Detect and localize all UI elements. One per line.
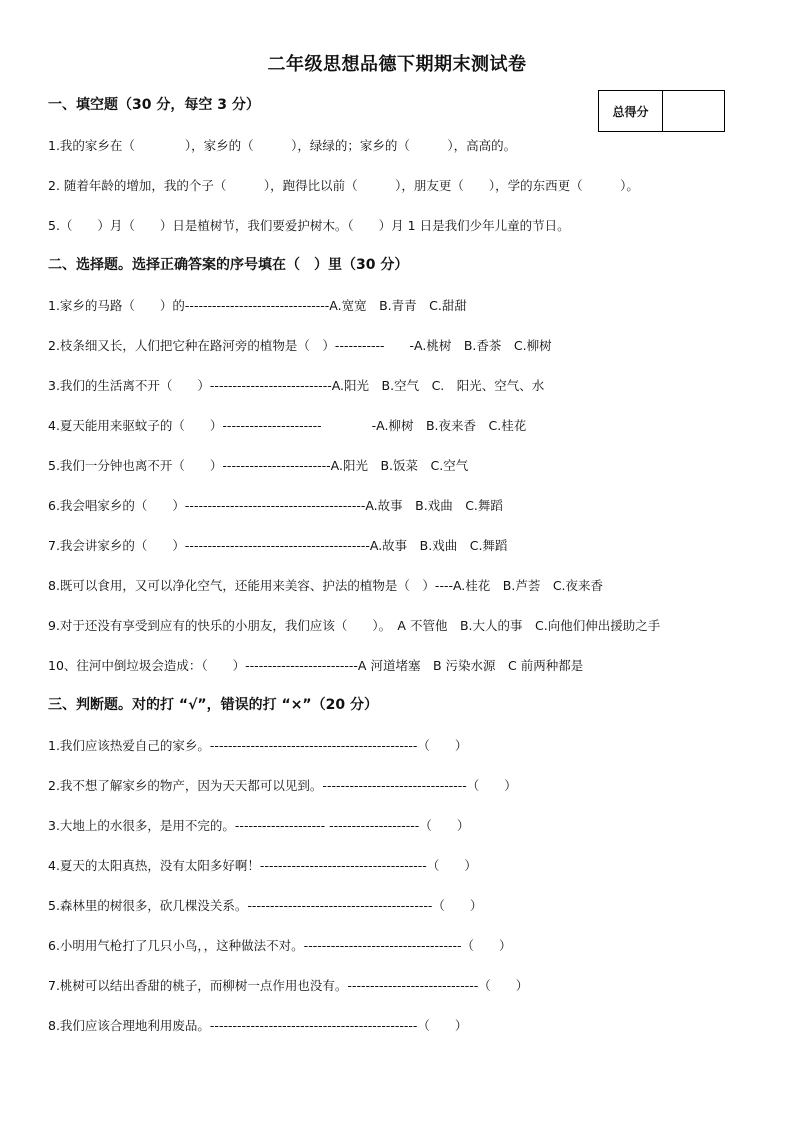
section3-question: 4.夏天的太阳真热，没有太阳多好啊！-------------------------------------（ ） <box>48 858 477 873</box>
total-score-box <box>598 90 725 132</box>
section2-question: 4.夏天能用来驱蚊子的（ ）---------------------- -A.柳树 B.夜来香 C.桂花 <box>48 418 527 433</box>
section3-question: 5.森林里的树很多，砍几棵没关系。-----------------------------------------（ ） <box>48 898 483 913</box>
section3-question: 7.桃树可以结出香甜的桃子，而柳树一点作用也没有。-----------------------------（ ） <box>48 978 529 993</box>
section1-question: 1.我的家乡在（ ），家乡的（ ），绿绿的；家乡的（ ），高高的。 <box>48 138 517 153</box>
section1-heading: 一、填空题（30 分，每空 3 分） <box>48 97 260 113</box>
section3-heading: 三、判断题。对的打 “√”，错误的打 “×”（20 分） <box>48 697 378 713</box>
section2-question: 10、往河中倒垃圾会造成：（ ）-------------------------A 河道堵塞 B 污染水源 C 前两种都是 <box>48 658 584 673</box>
section2-question: 7.我会讲家乡的（ ）-----------------------------------------A.故事 B.戏曲 C.舞蹈 <box>48 538 508 553</box>
total-score-value <box>663 91 724 131</box>
section3-question: 2.我不想了解家乡的物产，因为天天都可以见到。--------------------------------（ ） <box>48 778 517 793</box>
page-title: 二年级思想品德下期期末测试卷 <box>267 54 527 75</box>
section3-question: 3.大地上的水很多，是用不完的。-------------------- --------------------（ ） <box>48 818 470 833</box>
section2-question: 3.我们的生活离不开（ ）---------------------------A.阳光 B.空气 C. 阳光、空气、水 <box>48 378 545 393</box>
section3-question: 8.我们应该合理地利用废品。----------------------------------------------（ ） <box>48 1018 468 1033</box>
section2-question: 9.对于还没有享受到应有的快乐的小朋友，我们应该（ ）。 A 不管他 B.大人的事 C.向他们伸出援助之手 <box>48 618 661 633</box>
section2-question: 2.枝条细又长，人们把它种在路河旁的植物是（ ）----------- -A.桃树 B.香茶 C.柳树 <box>48 338 552 353</box>
total-score-label: 总得分 <box>599 91 663 131</box>
section2-question: 6.我会唱家乡的（ ）----------------------------------------A.故事 B.戏曲 C.舞蹈 <box>48 498 503 513</box>
section3-question: 6.小明用气枪打了几只小鸟，，这种做法不对。-----------------------------------（ ） <box>48 938 512 953</box>
section2-question: 8.既可以食用，又可以净化空气，还能用来美容、护法的植物是（ ）----A.桂花 B.芦荟 C.夜来香 <box>48 578 604 593</box>
section1-question: 2. 随着年龄的增加，我的个子（ ），跑得比以前（ ），朋友更（ ），学的东西更（ ）。 <box>48 178 639 193</box>
section2-question: 5.我们一分钟也离不开（ ）------------------------A.阳光 B.饭菜 C.空气 <box>48 458 469 473</box>
section2-question: 1.家乡的马路（ ）的--------------------------------A.宽宽 B.青青 C.甜甜 <box>48 298 467 313</box>
section2-heading: 二、选择题。选择正确答案的序号填在（ ）里（30 分） <box>48 257 409 273</box>
section1-question: 5.（ ）月（ ）日是植树节，我们要爱护树木。（ ）月 1 日是我们少年儿童的节日。 <box>48 218 570 233</box>
section3-question: 1.我们应该热爱自己的家乡。----------------------------------------------（ ） <box>48 738 468 753</box>
